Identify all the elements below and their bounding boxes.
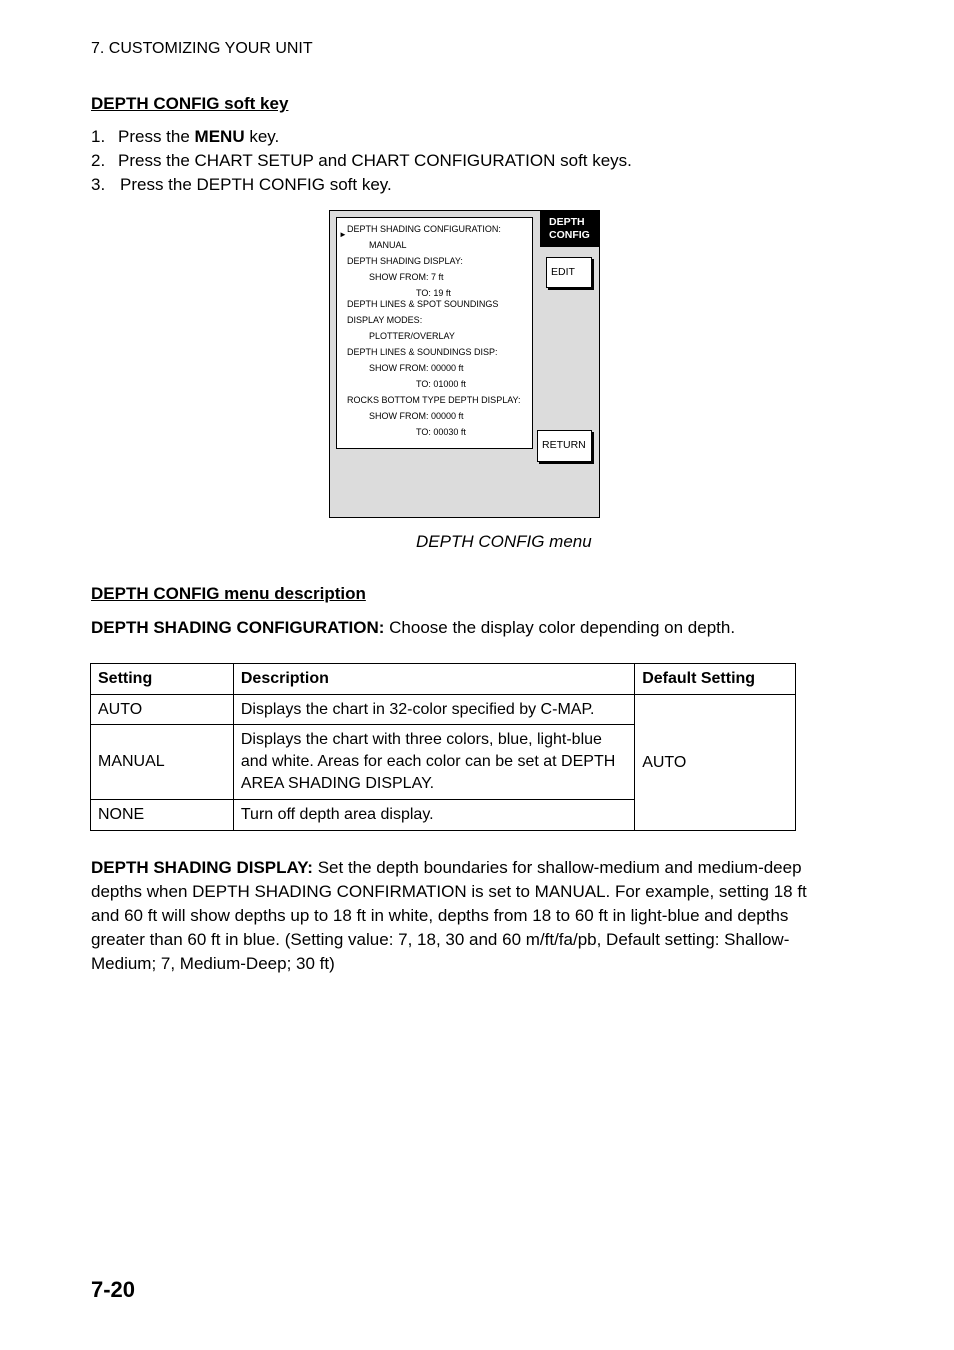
cursor-arrow-icon: ► [339,230,347,239]
return-softkey[interactable]: RETURN [537,430,592,462]
softkey-section-heading: DEPTH CONFIG soft key [91,94,289,113]
step-3 [91,175,392,195]
menu-value[interactable]: TO: 00030 ft [416,427,466,437]
depth-config-screen [329,210,600,518]
step-number: 3. [91,175,106,194]
description-cell: Turn off depth area display. [233,800,634,831]
step-number: 1. [91,127,106,146]
shading-config-paragraph [91,618,735,638]
page-number: 7-20 [91,1277,136,1302]
shading-display-paragraph [91,856,831,976]
menu-value[interactable]: MANUAL [369,240,407,250]
menu-line[interactable]: DEPTH LINES & SOUNDINGS DISP: [347,347,498,357]
shading-display-label: DEPTH SHADING DISPLAY: [91,858,313,877]
table-row [91,695,796,725]
description-cell: Displays the chart in 32-color specified by C-MAP. [233,695,634,725]
default-setting-cell: AUTO [635,695,796,831]
softkey-title-line-1: DEPTH [549,216,585,228]
menu-line[interactable]: DEPTH SHADING CONFIGURATION: [347,224,501,234]
menu-value[interactable]: SHOW FROM: 7 ft [369,272,444,282]
step-number: 2. [91,151,106,170]
step-1 [91,127,279,147]
description-section-heading: DEPTH CONFIG menu description [91,584,366,603]
menu-value[interactable]: SHOW FROM: 00000 ft [369,411,464,421]
menu-value[interactable]: TO: 19 ft [416,288,451,298]
description-cell: Displays the chart with three colors, blue, light-blue and white. Areas for each color can be set at DEPTH AREA SHADING DISPLAY. [233,725,634,800]
step-text: Press the [118,127,195,146]
menu-value[interactable]: PLOTTER/OVERLAY [369,331,455,341]
step-text: Press the DEPTH CONFIG soft key. [120,175,392,194]
menu-value[interactable]: SHOW FROM: 00000 ft [369,363,464,373]
menu-line[interactable]: DEPTH LINES & SPOT SOUNDINGS [347,299,499,309]
table-header: Default Setting [635,664,796,695]
setting-cell: MANUAL [91,725,234,800]
figure-caption: DEPTH CONFIG menu [416,532,592,551]
table-header: Setting [91,664,234,695]
setting-cell: NONE [91,800,234,831]
step-key-name: MENU [194,127,245,146]
menu-panel [336,217,533,449]
softkey-title-line-2: CONFIG [549,229,590,241]
menu-value[interactable]: TO: 01000 ft [416,379,466,389]
step-text: Press the CHART SETUP and CHART CONFIGURATION soft keys. [118,151,632,170]
shading-config-text: Choose the display color depending on depth. [384,618,736,637]
shading-config-table [90,663,796,831]
menu-line: DISPLAY MODES: [347,315,423,325]
running-header: 7. CUSTOMIZING YOUR UNIT [91,40,313,57]
step-2 [91,151,632,171]
depth-config-softkey-title [540,211,600,247]
menu-line[interactable]: DEPTH SHADING DISPLAY: [347,256,463,266]
step-text-end: key. [244,127,280,146]
table-header-row [91,664,796,695]
edit-softkey[interactable]: EDIT [546,257,592,288]
setting-cell: AUTO [91,695,234,725]
menu-line[interactable]: ROCKS BOTTOM TYPE DEPTH DISPLAY: [347,395,521,405]
shading-display-text: Set the depth boundaries for shallow-medium and medium-deep depths when DEPTH SHADING CONFIRMATION is set to MANUAL. For example, setting 18 ft and 60 ft will show depths up to 18 ft in white, depths from 18 to 60 ft in light-blue and depths greater than 60 ft in blue. (Setting value: 7, 18, 30 and 60 m/ft/fa/pb, Default setting: Shallow-Medium; 7, Medium-Deep; 30 ft) [91,858,807,973]
table-header: Description [233,664,634,695]
shading-config-label: DEPTH SHADING CONFIGURATION: [91,618,385,637]
